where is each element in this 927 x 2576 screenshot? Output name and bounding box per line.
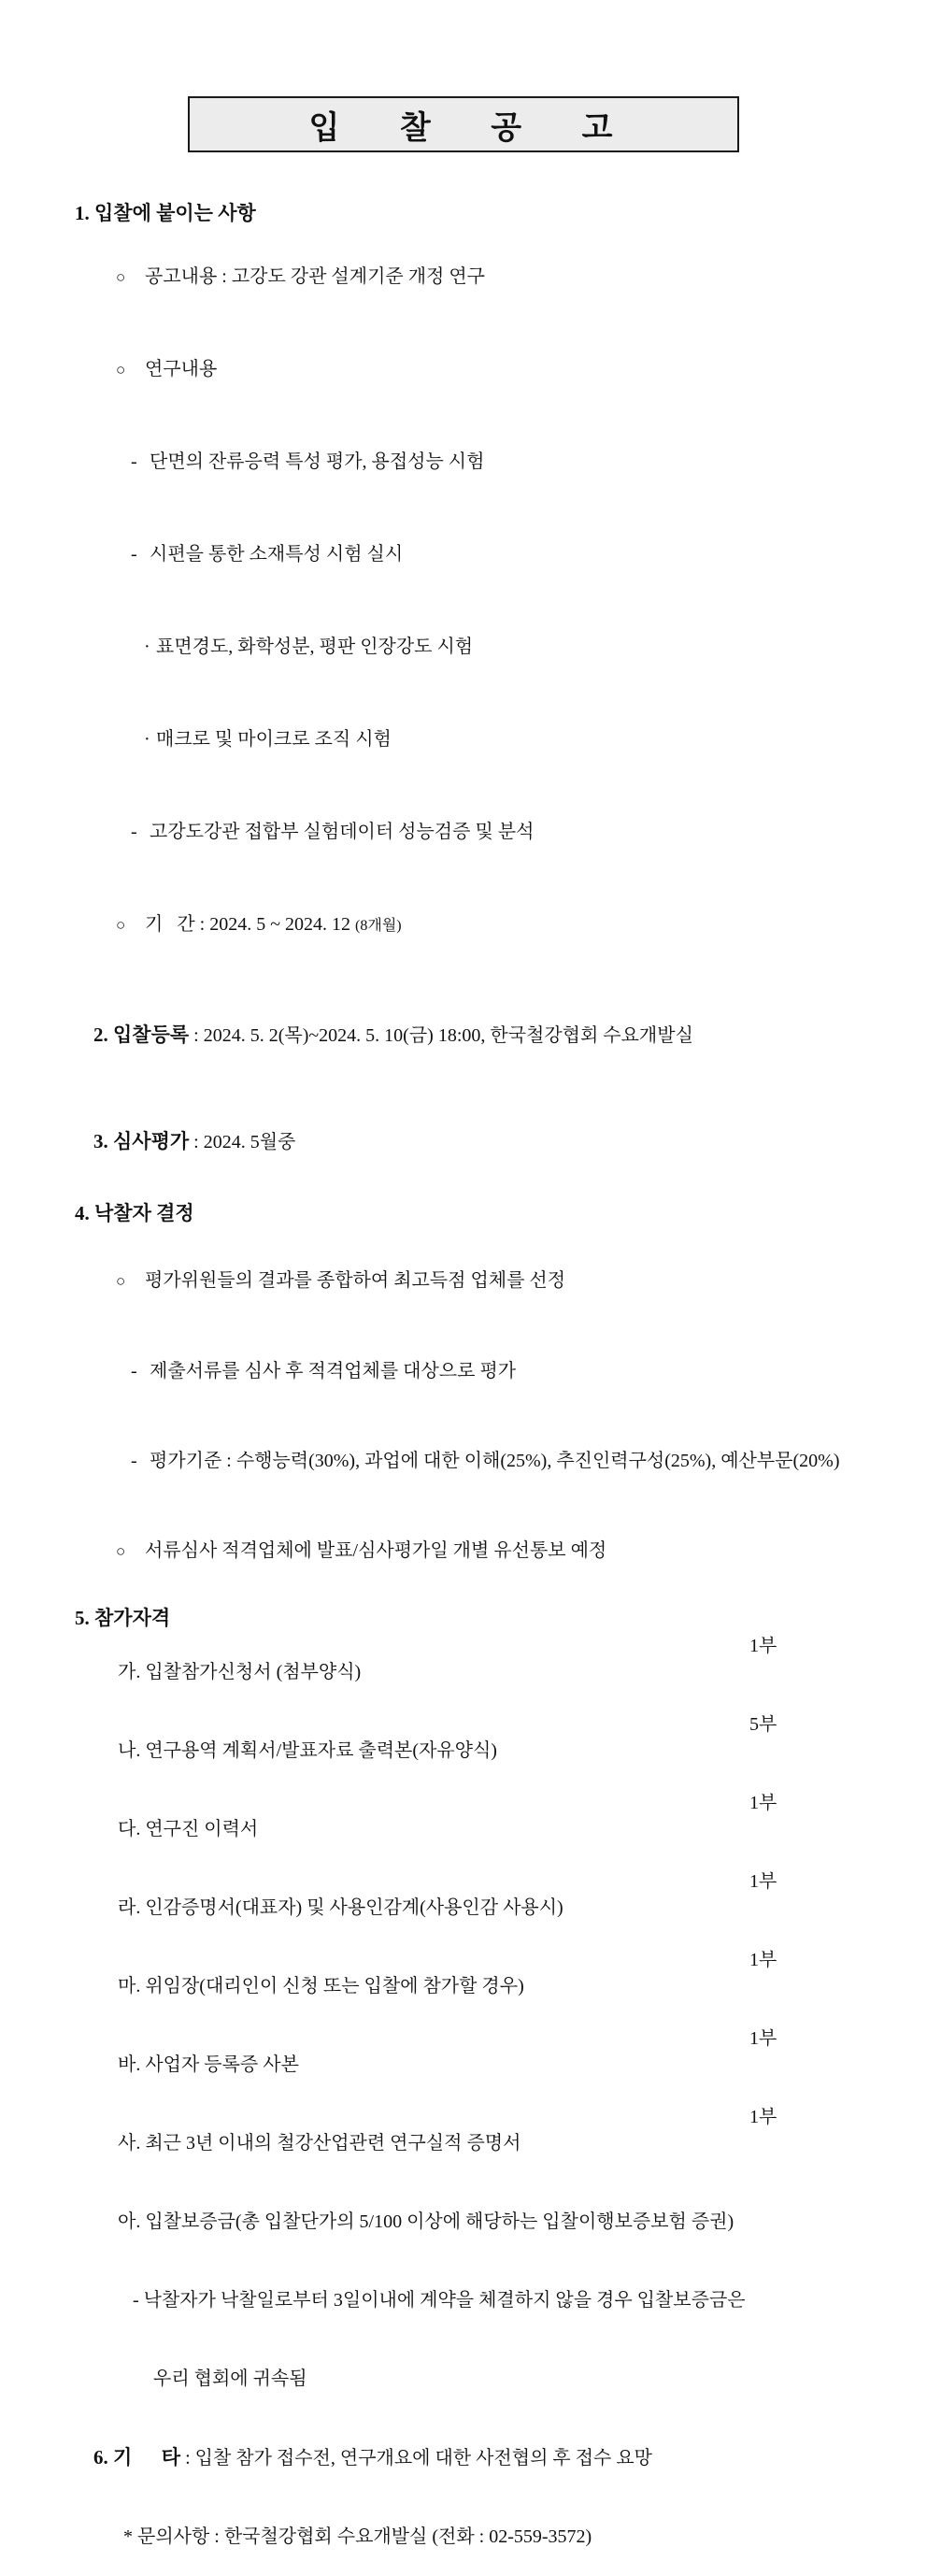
- note-text: 낙찰자가 낙찰일로부터 3일이내에 계약을 체결하지 않을 경우 입찰보증금은: [143, 2290, 746, 2311]
- line-announcement: [88, 231, 927, 323]
- circle-bullet-icon: ○: [116, 916, 126, 934]
- item-text: 입찰참가신청서 (첨부양식): [140, 1662, 362, 1682]
- line-text: 고강도강관 접합부 실험데이터 성능검증 및 분석: [150, 822, 535, 842]
- line-surface-hardness: [116, 601, 927, 694]
- item-label: 아.: [118, 2211, 141, 2232]
- title-box: [188, 96, 739, 152]
- document-page: [0, 96, 927, 2547]
- line-period: [88, 879, 927, 972]
- item-label: 다.: [118, 1819, 141, 1839]
- section-3-text: : 2024. 5월중: [189, 1132, 296, 1152]
- requirement-row-ra: [90, 1868, 927, 1947]
- line-joint-verification: [103, 786, 927, 879]
- dot-bullet-icon: ·: [144, 637, 150, 657]
- section-1-heading: 1. 입찰에 붙이는 사항: [75, 202, 256, 224]
- section-6-etc: [75, 2418, 927, 2497]
- contact-text: * 문의사항 : 한국철강협회 수요개발실 (전화 : 02-559-3572): [123, 2526, 592, 2547]
- line-macro-micro: [116, 694, 927, 786]
- line-text: 시편을 통한 소재특성 시험 실시: [150, 544, 404, 565]
- copies-value: 1부: [749, 2028, 777, 2049]
- line-text: 제출서류를 심사 후 적격업체를 대상으로 평가: [150, 1361, 517, 1381]
- section-5-heading: 5. 참가자격: [75, 1607, 171, 1629]
- section-2-label: 2. 입찰등록: [93, 1023, 190, 1046]
- section-4-heading: 4. 낙찰자 결정: [75, 1202, 194, 1224]
- circle-bullet-icon: ○: [116, 1272, 126, 1290]
- section-6-label: 6. 기 타: [93, 2446, 181, 2469]
- dash-bullet-icon: -: [131, 451, 137, 472]
- contact-info-line: [105, 2497, 927, 2576]
- item-text: 위임장(대리인이 신청 또는 입찰에 참가할 경우): [140, 1976, 524, 1996]
- dash-bullet-icon: -: [131, 822, 137, 842]
- line-text: 공고내용 : 고강도 강관 설계기준 개정 연구: [145, 266, 485, 287]
- line-specimen-test: [103, 508, 927, 601]
- dash-bullet-icon: -: [131, 544, 137, 565]
- item-text: 입찰보증금(총 입찰단가의 5/100 이상에 해당하는 입찰이행보증보험 증권): [140, 2211, 734, 2232]
- line-notification: [88, 1506, 927, 1596]
- dash-bullet-icon: -: [131, 1361, 137, 1381]
- item-label: 나.: [118, 1740, 141, 1761]
- copies-value: 1부: [749, 1793, 777, 1813]
- document-title: 입 찰 공 고: [308, 110, 619, 146]
- item-label: 바.: [118, 2054, 141, 2075]
- requirement-row-na: [90, 1711, 927, 1790]
- requirement-row-a: [90, 2182, 927, 2261]
- copies-value: 1부: [749, 2107, 777, 2127]
- item-text: 연구용역 계획서/발표자료 출력본(자유양식): [140, 1740, 497, 1761]
- dot-bullet-icon: ·: [144, 729, 150, 750]
- requirement-row-ba: [90, 2025, 927, 2104]
- copies-value: 1부: [749, 1871, 777, 1892]
- item-label: 사.: [118, 2133, 141, 2154]
- section-3-evaluation: [75, 1095, 927, 1189]
- line-document-review: [103, 1326, 927, 1416]
- line-text: 서류심사 적격업체에 발표/심사평가일 개별 유선통보 예정: [145, 1540, 607, 1561]
- period-months-note: (8개월): [355, 918, 402, 934]
- item-text: 연구진 이력서: [140, 1819, 259, 1839]
- section-6-text: : 입찰 참가 접수전, 연구개요에 대한 사전협의 후 접수 요망: [180, 2448, 652, 2469]
- line-evaluation-criteria: [103, 1416, 927, 1506]
- circle-bullet-icon: ○: [116, 361, 126, 379]
- circle-bullet-icon: ○: [116, 268, 126, 286]
- section-4-body: [0, 1236, 927, 1596]
- requirement-row-sa: [90, 2104, 927, 2182]
- section-2-registration: [75, 989, 927, 1082]
- line-text: 표면경도, 화학성분, 평판 인장강도 시험: [156, 637, 474, 657]
- requirement-row-ga: [90, 1633, 927, 1711]
- section-1-body: [0, 231, 927, 972]
- item-text: 사업자 등록증 사본: [140, 2054, 299, 2075]
- line-text: 평가기준 : 수행능력(30%), 과업에 대한 이해(25%), 추진인력구성(25%), 예산부문(20%): [150, 1451, 840, 1471]
- copies-value: 1부: [749, 1636, 777, 1656]
- item-label: 마.: [118, 1976, 141, 1996]
- item-text: 인감증명서(대표자) 및 사용인감계(사용인감 사용시): [140, 1897, 563, 1918]
- dash-bullet-icon: -: [131, 1451, 137, 1471]
- item-label: 가.: [118, 1662, 141, 1682]
- circle-bullet-icon: ○: [116, 1542, 126, 1560]
- line-text: 기 간 : 2024. 5 ~ 2024. 12: [145, 914, 356, 935]
- line-residual-stress: [103, 416, 927, 508]
- requirement-row-ma: [90, 1947, 927, 2025]
- line-text: 연구내용: [145, 359, 218, 379]
- note-text: 우리 협회에 귀속됨: [153, 2368, 307, 2389]
- section-3-label: 3. 심사평가: [93, 1130, 190, 1152]
- section-2-text: : 2024. 5. 2(목)~2024. 5. 10(금) 18:00, 한국철강협회 수요개발실: [189, 1025, 693, 1046]
- deposit-note-line: [105, 2261, 927, 2340]
- line-text: 매크로 및 마이크로 조직 시험: [156, 729, 392, 750]
- line-text: 단면의 잔류응력 특성 평가, 용접성능 시험: [150, 451, 485, 472]
- copies-value: 5부: [749, 1714, 777, 1735]
- line-research-content: [88, 323, 927, 416]
- deposit-note-continuation: [125, 2340, 927, 2418]
- section-5-body: [0, 1633, 927, 2418]
- line-text: 평가위원들의 결과를 종합하여 최고득점 업체를 선정: [145, 1270, 566, 1291]
- item-label: 라.: [118, 1897, 141, 1918]
- dash-bullet-icon: -: [133, 2290, 144, 2311]
- copies-value: 1부: [749, 1950, 777, 1970]
- line-selection: [88, 1236, 927, 1326]
- requirement-row-da: [90, 1790, 927, 1868]
- item-text: 최근 3년 이내의 철강산업관련 연구실적 증명서: [140, 2133, 521, 2154]
